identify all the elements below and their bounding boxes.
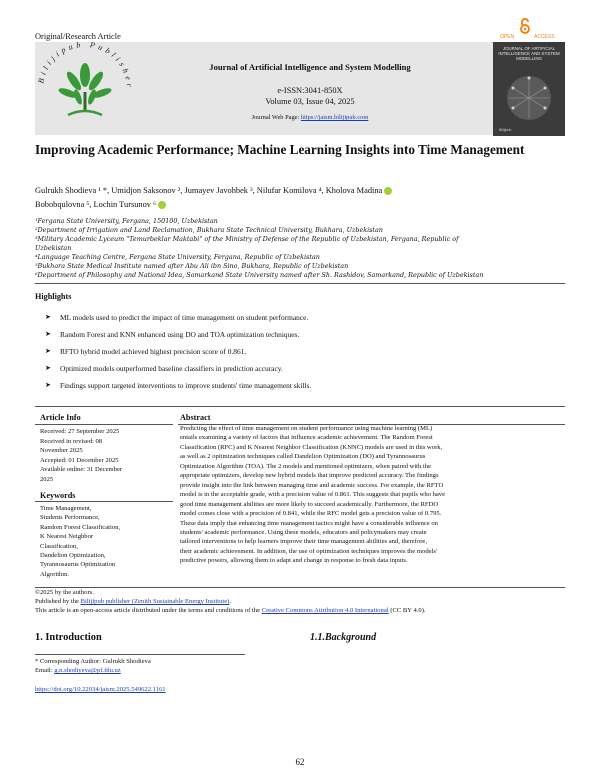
journal-eissn: e-ISSN:3041-850X [277, 86, 343, 95]
orcid-icon[interactable] [384, 187, 392, 195]
abstract-body: Predicting the effect of time management on student performance using machine learning (ML) entails examining a variety of factors that influence academic achievement. The Random Forest Classification (RFC) and K Nearest Neighbor Classification (KNNC) models are used in this work, as well as 2 optimization techniques called Dandelion Optimization (DO) and Tyrannosaurus Optimization Algorithm (TOA). The 2 models and mentioned optimizers, when paired with the appropriate optimizers, develop new hybrid models that improve predicted accuracy. The findings provide insight into the link between managing time and academic success. For example, the RFTO model is in the acceptable grade, with a precision value of 0.861. This suggests that pupils who have good time management abilities are more likely to succeed academically. Furthermore, the RFDO model comes close with a precision of 0.841, while the RFC model gets a precision value of 0.795. These data imply that enhancing time management tactics might have a considerable influence on students' academic performance. Using these models, educators and policymakers may create tailored interventions to help learners improve their time management abilities and, therefore, their academic achievement. In addition, the use of optimization techniques improves the models' predictive powers, allowing them to adapt and change in response to fresh data inputs. [180, 425, 446, 565]
journal-name: Journal of Artificial Intelligence and System Modelling [209, 62, 411, 72]
keywords-rule [35, 501, 173, 502]
divider [35, 406, 565, 407]
copyright-text: ©2025 by the authors. [35, 589, 94, 596]
affiliation-2: ²Department of Irrigation and Land Reclamation, Bukhara State Technical University, Bukhara, Uzbekistan [35, 226, 383, 234]
highlights-heading: Highlights [35, 292, 72, 301]
open-access-icon [519, 18, 531, 34]
page-number: 62 [295, 757, 305, 767]
highlight-item: ➤ Findings support targeted interventions to improve students' time management skills. [45, 381, 312, 390]
orcid-icon[interactable] [158, 201, 166, 209]
corresponding-author: * Corresponding Author: Gulrukh Shodieva [35, 658, 151, 665]
affiliation-6: ⁶Department of Philosophy and National Idea, Samarkand State University named after Sh. Rashidov, Samarkand, Republic of Uzbekistan [35, 271, 484, 279]
arrow-bullet-icon: ➤ [45, 313, 51, 321]
license-block [35, 588, 565, 616]
cc-license-link[interactable]: Creative Commons Attribution 4.0 International [261, 607, 389, 615]
open-access-badge [497, 18, 565, 40]
cover-title: JOURNAL OF ARTIFICIAL INTELLIGENCE AND SYSTEM MODELLING [498, 46, 560, 62]
highlight-item: ➤ Random Forest and KNN enhanced using DO and TOA optimization techniques. [45, 330, 300, 339]
highlight-item: ➤ ML models used to predict the impact of time management on student performance. [45, 313, 309, 322]
affiliation-3: ³Military Academic Lyceum "Temurbeklar Maktabi" of the Ministry of Defense of the Republic of Uzbekistan, Fergana, Republic of [35, 235, 459, 243]
article-info-heading: Article Info [40, 413, 81, 422]
paper-title: Improving Academic Performance; Machine Learning Insights into Time Management [35, 142, 525, 157]
journal-webpage [140, 114, 480, 121]
cover-network-graphic [493, 68, 565, 128]
affiliation-4: ⁴Language Teaching Centre, Fergana State University, Fergana, Republic of Uzbekistan [35, 253, 320, 261]
article-type: Original/Research Article [35, 32, 121, 41]
highlight-item: ➤ RFTO hybrid model achieved highest precision score of 0.861. [45, 347, 247, 356]
doi-link[interactable]: https://doi.org/10.22034/jaism.2025.549622.1161 [35, 686, 166, 693]
abstract-heading: Abstract [180, 413, 211, 422]
divider [35, 283, 565, 284]
email-link[interactable]: g.n.shodiyeva@pf.fdu.uz [54, 667, 121, 675]
arrow-bullet-icon: ➤ [45, 364, 51, 372]
highlight-item: ➤ Optimized models outperformed baseline classifiers in prediction accuracy. [45, 364, 283, 373]
arrow-bullet-icon: ➤ [45, 381, 51, 389]
journal-volume: Volume 03, Issue 04, 2025 [265, 97, 355, 106]
webpage-link[interactable]: https://jaism.bilijipub.com [300, 114, 369, 121]
webpage-label: Journal Web Page: [251, 114, 300, 121]
article-info-rule [35, 424, 173, 425]
oa-license-line: This article is an open-access article distributed under the terms and conditions of the Creative Commons Attribution 4.0 International (CC BY 4.0). [35, 607, 426, 615]
arrow-bullet-icon: ➤ [45, 330, 51, 338]
affiliation-1: ¹Fergana State University, Fergana, 150100, Uzbekistan [35, 217, 218, 225]
cover-footer: Bilijipub [499, 128, 512, 132]
affiliation-5: ⁵Bukhara State Medical Institute named after Abu Ali ibn Sino, Bukhara, Republic of Uzbekistan [35, 262, 349, 270]
svg-text:Bilijipub Publisher: Bilijipub Publisher [36, 39, 135, 91]
author-list [35, 184, 565, 212]
section-background: 1.1.Background [310, 632, 377, 643]
author-line-2: Bobobqulovna ⁵, Lochin Tursunov ⁶ [35, 198, 565, 212]
journal-cover [493, 42, 565, 136]
footnote [35, 657, 151, 676]
arrow-bullet-icon: ➤ [45, 347, 51, 355]
publisher-line: Published by the Bilijipub publisher (Zenith Sustainable Energy Institute). [35, 598, 232, 606]
open-access-label-left: OPEN [500, 34, 515, 40]
open-access-label-right: ACCESS [534, 34, 555, 40]
affiliation-3-cont: Uzbekistan [35, 244, 72, 252]
author-line-1: Gulrukh Shodieva ¹ *, Umidjon Saksonov ², Jumayev Javohbek ³, Nilufar Komilova ⁴, Kholova Madina [35, 184, 565, 198]
publisher-logo [30, 37, 140, 142]
publisher-link[interactable]: Bilijipub publisher (Zenith Sustainable Energy Institute) [80, 598, 230, 606]
section-introduction: 1. Introduction [35, 632, 102, 643]
article-info-dates: Received: 27 September 2025 Received in revised: 08 November 2025 Accepted: 01 December 2025 Available online: 31 December 2025 [40, 428, 123, 483]
email-line: Email: g.n.shodiyeva@pf.fdu.uz [35, 667, 121, 675]
footnote-rule [35, 654, 245, 655]
keywords-heading: Keywords [40, 491, 76, 500]
keywords-list: Time Management, Students Performance, Random Forest Classification, K Nearest Neighbor Classification, Dandelion Optimization, Tyrannosaurus Optimization Algorithm. [40, 505, 121, 578]
